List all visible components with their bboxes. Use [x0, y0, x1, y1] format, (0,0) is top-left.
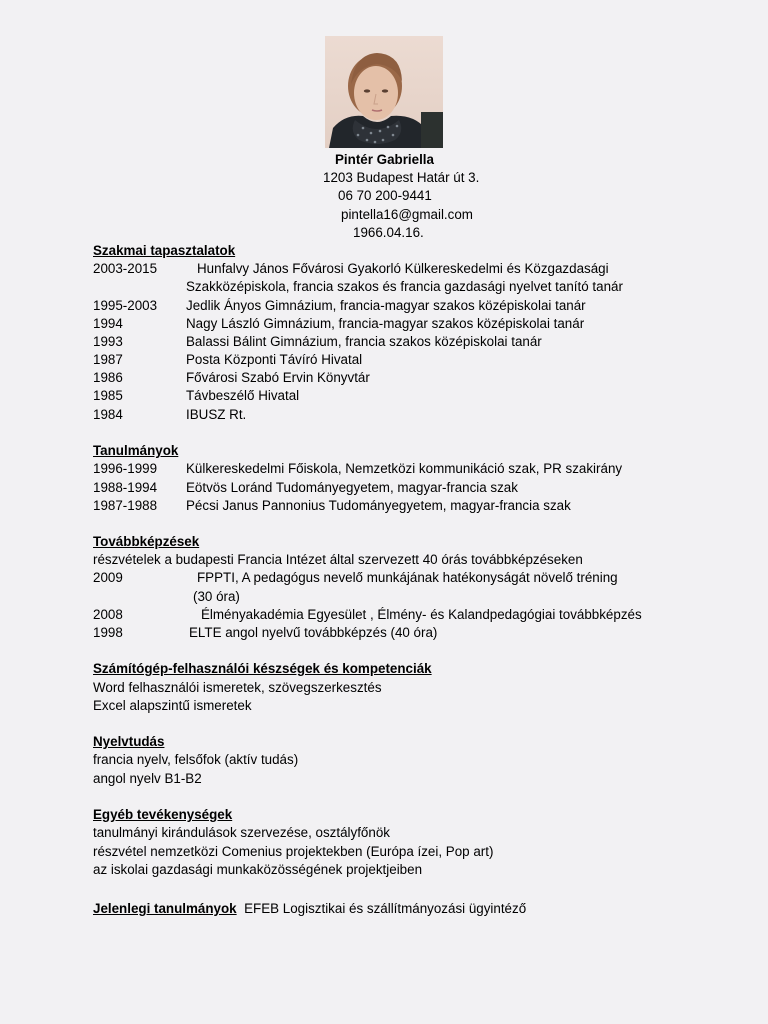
experience-text: Jedlik Ányos Gimnázium, francia-magyar szakos középiskolai tanár: [186, 298, 586, 313]
email-address: pintella16@gmail.com: [341, 207, 473, 222]
experience-text: Posta Központi Távíró Hivatal: [186, 352, 363, 367]
training-text: ELTE angol nyelvű továbbképzés (40 óra): [189, 625, 438, 640]
activity-item: tanulmányi kirándulások szervezése, osztályfőnök: [93, 825, 390, 840]
education-year: 1988-1994: [93, 480, 158, 495]
activity-item: az iskolai gazdasági munkaközösségének projektjeiben: [93, 862, 423, 877]
experience-year: 1993: [93, 334, 123, 349]
language-item: francia nyelv, felsőfok (aktív tudás): [93, 752, 299, 767]
languages-heading: Nyelvtudás: [93, 734, 165, 749]
education-text: Pécsi Janus Pannonius Tudományegyetem, magyar-francia szak: [186, 498, 571, 513]
language-item: angol nyelv B1-B2: [93, 771, 202, 786]
training-text: FPPTI, A pedagógus nevelő munkájának hatékonyságát növelő tréning: [197, 570, 618, 585]
experience-year: 1986: [93, 370, 123, 385]
activity-item: részvétel nemzetközi Comenius projektekben (Európa ízei, Pop art): [93, 844, 494, 859]
training-year: 2008: [93, 607, 123, 622]
other-activities-heading: Egyéb tevékenységek: [93, 807, 233, 822]
training-intro: részvételek a budapesti Francia Intézet által szervezett 40 órás továbbképzéseken: [93, 552, 583, 567]
education-year: 1987-1988: [93, 498, 158, 513]
training-text-continued: (30 óra): [193, 589, 240, 604]
experience-year: 1995-2003: [93, 298, 158, 313]
experience-year: 1984: [93, 407, 123, 422]
training-year: 2009: [93, 570, 123, 585]
education-text: Külkereskedelmi Főiskola, Nemzetközi kommunikáció szak, PR szakirány: [186, 461, 623, 476]
current-studies-line: [93, 901, 526, 917]
education-year: 1996-1999: [93, 461, 158, 476]
training-heading: Továbbképzések: [93, 534, 200, 549]
experience-heading: Szakmai tapasztalatok: [93, 243, 236, 258]
experience-text: Nagy László Gimnázium, francia-magyar szakos középiskolai tanár: [186, 316, 585, 331]
experience-text: Balassi Bálint Gimnázium, francia szakos középiskolai tanár: [186, 334, 542, 349]
person-name: Pintér Gabriella: [335, 152, 434, 167]
experience-text-continued: Szakközépiskola, francia szakos és francia gazdasági nyelvet tanító tanár: [186, 279, 623, 294]
experience-text: Fővárosi Szabó Ervin Könyvtár: [186, 370, 370, 385]
experience-year: 1985: [93, 388, 123, 403]
training-year: 1998: [93, 625, 123, 640]
experience-text: Hunfalvy János Fővárosi Gyakorló Külkereskedelmi és Közgazdasági: [197, 261, 609, 276]
address: 1203 Budapest Határ út 3.: [323, 170, 480, 185]
experience-text: IBUSZ Rt.: [186, 407, 247, 422]
birth-date: 1966.04.16.: [353, 225, 424, 240]
profile-photo: [325, 36, 443, 148]
experience-year: 1994: [93, 316, 123, 331]
experience-text: Távbeszélő Hivatal: [186, 388, 300, 403]
experience-year: 1987: [93, 352, 123, 367]
computer-skills-heading: Számítógép-felhasználói készségek és kompetenciák: [93, 661, 432, 676]
phone-number: 06 70 200-9441: [338, 188, 432, 203]
education-text: Eötvös Loránd Tudományegyetem, magyar-francia szak: [186, 480, 518, 495]
computer-skill: Word felhasználói ismeretek, szövegszerkesztés: [93, 680, 382, 695]
training-text: Élményakadémia Egyesület , Élmény- és Kalandpedagógiai továbbképzés: [201, 607, 642, 622]
experience-year: 2003-2015: [93, 261, 158, 276]
education-heading: Tanulmányok: [93, 443, 179, 458]
current-studies-heading: Jelenlegi tanulmányok: [93, 901, 237, 916]
computer-skill: Excel alapszintű ismeretek: [93, 698, 252, 713]
current-studies-text: EFEB Logisztikai és szállítmányozási ügyintéző: [244, 901, 527, 916]
